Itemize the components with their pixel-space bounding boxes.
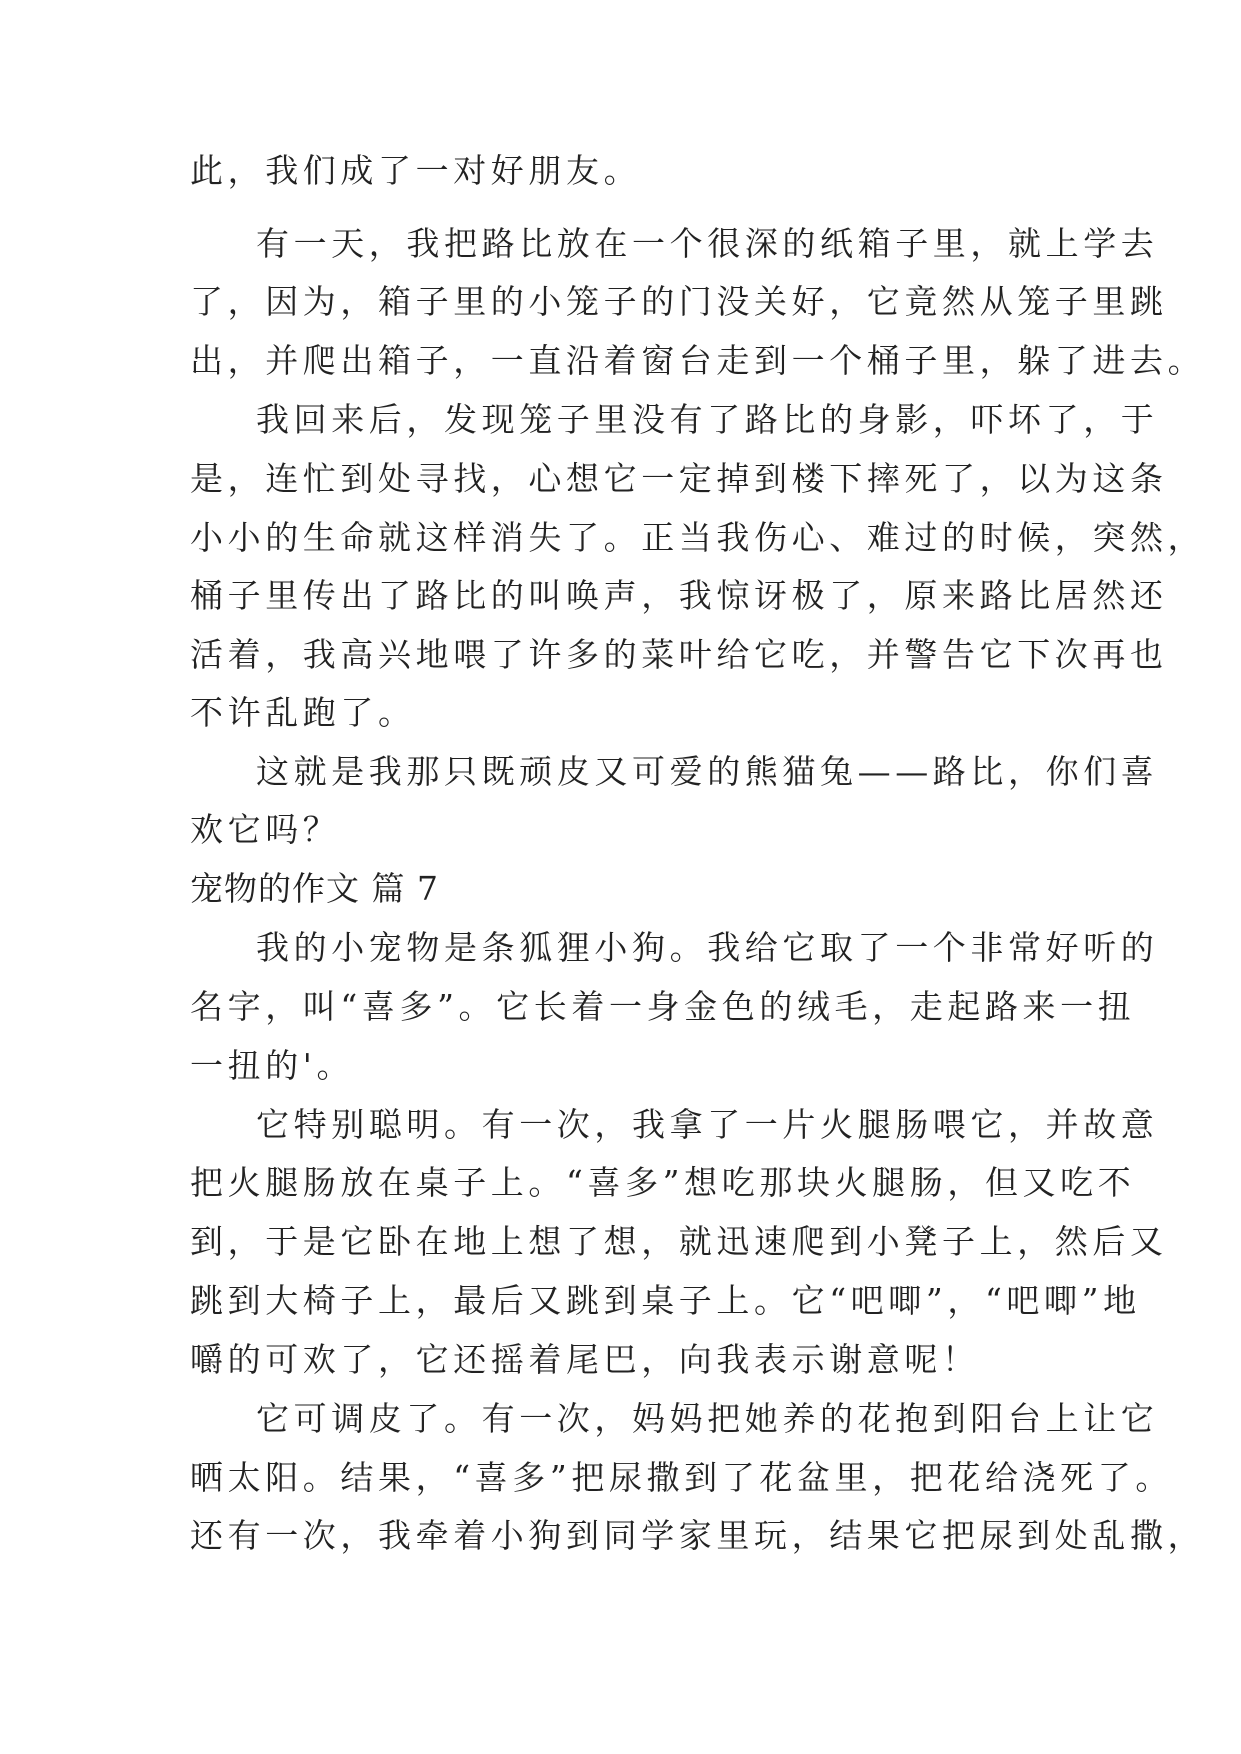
text-line: 不许乱跑了。 bbox=[190, 693, 416, 732]
text-line: 它可调皮了。有一次，妈妈把她养的花抱到阳台上让它 bbox=[256, 1399, 1159, 1438]
text-line: 名字，叫“喜多”。它长着一身金色的绒毛，走起路来一扭 bbox=[190, 987, 1136, 1026]
section-heading: 宠物的作文 篇 7 bbox=[190, 869, 439, 908]
text-line: 小小的生命就这样消失了。正当我伤心、难过的时候，突然， bbox=[190, 518, 1206, 557]
text-line: 此，我们成了一对好朋友。 bbox=[190, 151, 642, 190]
text-line: 晒太阳。结果，“喜多”把尿撒到了花盆里，把花给浇死了。 bbox=[190, 1458, 1173, 1497]
text-line: 欢它吗？ bbox=[190, 810, 341, 849]
text-line: 把火腿肠放在桌子上。“喜多”想吃那块火腿肠，但又吃不 bbox=[190, 1163, 1136, 1202]
text-line: 出，并爬出箱子，一直沿着窗台走到一个桶子里，躲了进去。 bbox=[190, 341, 1206, 380]
text-line: 它特别聪明。有一次，我拿了一片火腿肠喂它，并故意 bbox=[256, 1105, 1159, 1144]
text-line: 有一天，我把路比放在一个很深的纸箱子里，就上学去 bbox=[256, 224, 1159, 263]
text-line: 我的小宠物是条狐狸小狗。我给它取了一个非常好听的 bbox=[256, 928, 1159, 967]
text-line: 还有一次，我牵着小狗到同学家里玩，结果它把尿到处乱撒， bbox=[190, 1516, 1206, 1555]
text-line: 了，因为，箱子里的小笼子的门没关好，它竟然从笼子里跳 bbox=[190, 282, 1168, 321]
text-line: 嚼的可欢了，它还摇着尾巴，向我表示谢意呢！ bbox=[190, 1340, 980, 1379]
text-line: 一扭的'。 bbox=[190, 1046, 355, 1085]
text-line: 跳到大椅子上，最后又跳到桌子上。它“吧唧”，“吧唧”地 bbox=[190, 1281, 1141, 1320]
text-line: 我回来后，发现笼子里没有了路比的身影，吓坏了，于 bbox=[256, 400, 1159, 439]
text-line: 是，连忙到处寻找，心想它一定掉到楼下摔死了，以为这条 bbox=[190, 459, 1168, 498]
text-line: 这就是我那只既顽皮又可爱的熊猫兔——路比，你们喜 bbox=[256, 752, 1159, 791]
text-line: 到，于是它卧在地上想了想，就迅速爬到小凳子上，然后又 bbox=[190, 1222, 1168, 1261]
text-line: 桶子里传出了路比的叫唤声，我惊讶极了，原来路比居然还 bbox=[190, 576, 1168, 615]
text-line: 活着，我高兴地喂了许多的菜叶给它吃，并警告它下次再也 bbox=[190, 635, 1168, 674]
